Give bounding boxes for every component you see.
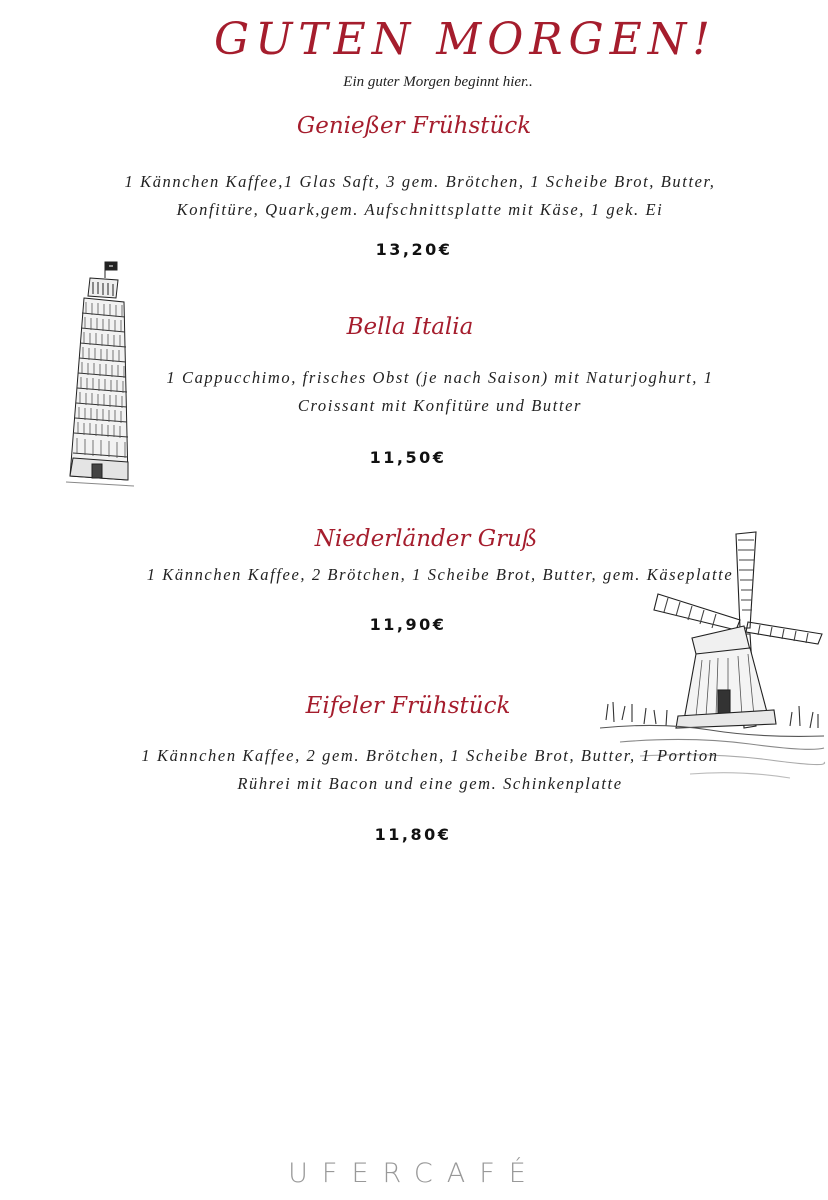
item-price-geniesser: 13,20€ <box>375 240 453 259</box>
leaning-tower-icon <box>62 258 144 492</box>
item-description-bella-italia: 1 Cappucchimo, frisches Obst (je nach Saison) mit Naturjoghurt, 1 Croissant mit Konfitüre und Butter <box>166 368 714 415</box>
item-title-niederlaender: Niederländer Gruß <box>314 526 538 552</box>
item-title-geniesser: Genießer Frühstück <box>296 113 532 139</box>
footer-brand: UFERCAFÉ <box>288 1158 540 1189</box>
item-price-bella-italia: 11,50€ <box>369 448 447 467</box>
menu-title: GUTEN MORGEN! <box>214 14 716 65</box>
item-price-niederlaender: 11,90€ <box>369 615 447 634</box>
item-price-eifeler: 11,80€ <box>374 825 452 844</box>
item-description-eifeler: 1 Kännchen Kaffee, 2 gem. Brötchen, 1 Scheibe Brot, Butter, 1 Portion Rührei mit Bacon und eine gem. Schinkenplatte <box>141 746 719 793</box>
item-title-bella-italia: Bella Italia <box>346 314 474 340</box>
item-description-niederlaender: 1 Kännchen Kaffee, 2 Brötchen, 1 Scheibe Brot, Butter, gem. Käseplatte <box>146 565 734 584</box>
item-title-eifeler: Eifeler Frühstück <box>305 693 511 719</box>
item-description-geniesser: 1 Kännchen Kaffee,1 Glas Saft, 3 gem. Brötchen, 1 Scheibe Brot, Butter, Konfitüre, Quark,gem. Aufschnittsplatte mit Käse, 1 gek. Ei <box>124 172 716 219</box>
menu-subtitle: Ein guter Morgen beginnt hier.. <box>343 74 533 90</box>
